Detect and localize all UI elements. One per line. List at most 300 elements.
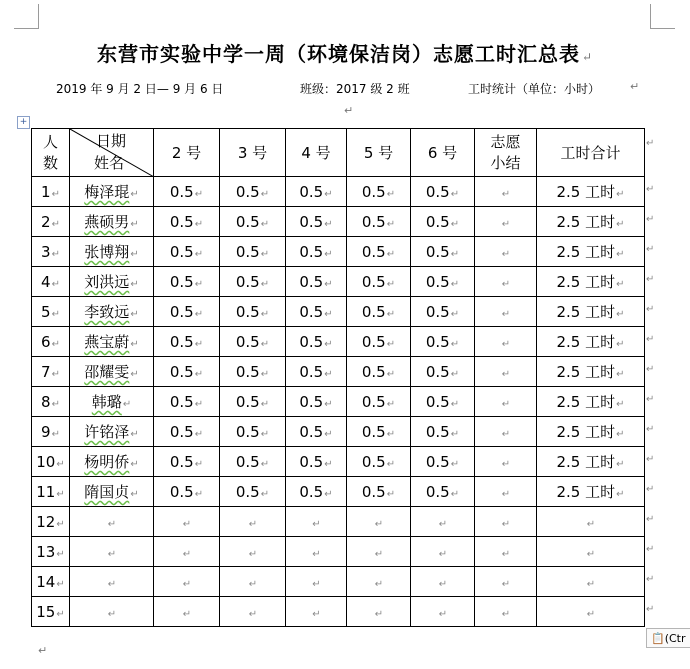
hours-cell[interactable] — [220, 537, 286, 567]
name-cell[interactable] — [70, 567, 154, 597]
total-cell[interactable] — [537, 297, 645, 327]
row-number: 10 — [36, 452, 56, 471]
hours-cell[interactable] — [411, 597, 475, 627]
total-cell[interactable] — [537, 357, 645, 387]
summary-cell[interactable] — [475, 357, 537, 387]
name-cell[interactable] — [70, 207, 154, 237]
row-number: 3 — [41, 242, 51, 261]
total-value: 2.5 工时 — [556, 363, 616, 381]
cell-end-mark-icon: ↵ — [501, 368, 511, 380]
total-cell[interactable] — [537, 597, 645, 627]
row-number-cell[interactable] — [32, 327, 70, 357]
total-cell[interactable] — [537, 237, 645, 267]
cell-end-mark-icon: ↵ — [260, 218, 270, 230]
hours-cell[interactable] — [347, 387, 411, 417]
hours-value: 0.5 — [235, 452, 260, 471]
cell-end-mark-icon: ↵ — [374, 578, 384, 590]
table-row — [32, 507, 645, 537]
hours-cell[interactable] — [154, 267, 220, 297]
cell-end-mark-icon: ↵ — [324, 278, 333, 290]
total-cell[interactable] — [537, 177, 645, 207]
row-number-cell[interactable] — [32, 597, 70, 627]
hours-cell[interactable] — [154, 237, 220, 267]
total-value: 2.5 工时 — [556, 423, 616, 441]
hours-cell[interactable] — [347, 327, 411, 357]
hours-cell[interactable] — [286, 177, 347, 207]
hours-cell[interactable] — [411, 237, 475, 267]
name-cell[interactable] — [70, 297, 154, 327]
name-cell[interactable] — [70, 387, 154, 417]
header-day-3[interactable] — [220, 129, 286, 177]
row-end-mark-icon: ↵ — [646, 364, 655, 375]
hours-cell[interactable] — [411, 567, 475, 597]
hours-value: 0.5 — [299, 452, 324, 471]
hours-cell[interactable] — [220, 207, 286, 237]
row-number-cell[interactable] — [32, 387, 70, 417]
total-cell[interactable] — [537, 327, 645, 357]
cell-end-mark-icon: ↵ — [501, 278, 511, 290]
row-number-cell[interactable] — [32, 417, 70, 447]
cell-end-mark-icon: ↵ — [51, 248, 60, 260]
hours-value: 0.5 — [425, 242, 450, 261]
name-cell[interactable] — [70, 507, 154, 537]
row-number: 1 — [41, 182, 51, 201]
cell-end-mark-icon: ↵ — [438, 518, 448, 530]
hours-cell[interactable] — [220, 417, 286, 447]
hours-cell[interactable] — [220, 567, 286, 597]
total-cell[interactable] — [537, 417, 645, 447]
row-end-mark-icon: ↵ — [646, 304, 655, 315]
cell-end-mark-icon: ↵ — [260, 488, 270, 500]
cell-end-mark-icon: ↵ — [130, 369, 139, 380]
cell-end-mark-icon: ↵ — [386, 248, 396, 260]
cell-end-mark-icon: ↵ — [122, 399, 132, 410]
hours-cell[interactable] — [286, 207, 347, 237]
hours-cell[interactable] — [286, 327, 347, 357]
header-day-5[interactable] — [347, 129, 411, 177]
name-cell[interactable] — [70, 597, 154, 627]
summary-cell[interactable] — [475, 327, 537, 357]
row-end-mark-icon: ↵ — [646, 214, 655, 225]
cell-end-mark-icon: ↵ — [260, 248, 270, 260]
cell-end-mark-icon: ↵ — [260, 278, 270, 290]
hours-cell[interactable] — [286, 447, 347, 477]
row-number-cell[interactable] — [32, 207, 70, 237]
hours-value: 0.5 — [235, 362, 260, 381]
name-cell[interactable] — [70, 327, 154, 357]
table-row — [32, 357, 645, 387]
hours-cell[interactable] — [154, 327, 220, 357]
header-day-label: 5 号 — [363, 144, 394, 162]
cell-end-mark-icon: ↵ — [324, 308, 333, 320]
row-number: 12 — [36, 512, 56, 531]
row-number-cell[interactable] — [32, 447, 70, 477]
cell-end-mark-icon: ↵ — [324, 338, 333, 350]
hours-cell[interactable] — [411, 477, 475, 507]
hours-cell[interactable] — [220, 597, 286, 627]
row-end-mark-icon: ↵ — [646, 138, 655, 149]
row-number-cell[interactable] — [32, 177, 70, 207]
hours-cell[interactable] — [286, 597, 347, 627]
hours-cell[interactable] — [154, 507, 220, 537]
hours-cell[interactable] — [220, 477, 286, 507]
cell-end-mark-icon: ↵ — [260, 428, 270, 440]
cell-end-mark-icon: ↵ — [260, 338, 270, 350]
hours-cell[interactable] — [347, 597, 411, 627]
hours-cell[interactable] — [347, 207, 411, 237]
hours-cell[interactable] — [154, 567, 220, 597]
hours-cell[interactable] — [220, 387, 286, 417]
cell-end-mark-icon: ↵ — [194, 308, 204, 320]
hours-value: 0.5 — [299, 302, 324, 321]
summary-cell[interactable] — [475, 597, 537, 627]
hours-cell[interactable] — [411, 327, 475, 357]
hours-cell[interactable] — [411, 177, 475, 207]
hours-cell[interactable] — [220, 237, 286, 267]
cell-end-mark-icon: ↵ — [182, 608, 192, 620]
hours-cell[interactable] — [286, 357, 347, 387]
header-day-6[interactable] — [411, 129, 475, 177]
cell-end-mark-icon: ↵ — [56, 488, 65, 500]
date-range: 2019 年 9 月 2 日— 9 月 6 日 — [56, 82, 224, 96]
table-row — [32, 447, 645, 477]
summary-cell[interactable] — [475, 267, 537, 297]
hours-value: 0.5 — [361, 422, 386, 441]
hours-cell[interactable] — [347, 477, 411, 507]
cell-end-mark-icon: ↵ — [616, 309, 625, 320]
summary-cell[interactable] — [475, 447, 537, 477]
name-cell[interactable] — [70, 447, 154, 477]
total-cell[interactable] — [537, 387, 645, 417]
name-cell[interactable] — [70, 537, 154, 567]
header-summary[interactable] — [475, 129, 537, 177]
cell-end-mark-icon: ↵ — [130, 219, 139, 230]
hours-cell[interactable] — [220, 447, 286, 477]
cell-end-mark-icon: ↵ — [260, 398, 270, 410]
paste-options-button[interactable] — [646, 628, 690, 648]
cell-end-mark-icon: ↵ — [51, 368, 60, 380]
hours-cell[interactable] — [411, 507, 475, 537]
hours-value: 0.5 — [235, 212, 260, 231]
cell-end-mark-icon: ↵ — [194, 398, 204, 410]
hours-cell[interactable] — [347, 417, 411, 447]
hours-cell[interactable] — [154, 387, 220, 417]
hours-cell[interactable] — [220, 267, 286, 297]
hours-cell[interactable] — [286, 297, 347, 327]
row-end-mark-icon: ↵ — [646, 274, 655, 285]
hours-table — [31, 128, 645, 627]
cell-end-mark-icon: ↵ — [194, 278, 204, 290]
hours-value: 0.5 — [299, 422, 324, 441]
header-day-label: 3 号 — [237, 144, 268, 162]
subtitle-line[interactable] — [56, 80, 636, 98]
name-cell[interactable] — [70, 417, 154, 447]
hours-cell[interactable] — [286, 537, 347, 567]
row-number: 15 — [36, 602, 56, 621]
hours-cell[interactable] — [411, 537, 475, 567]
hours-cell[interactable] — [154, 417, 220, 447]
hours-cell[interactable] — [411, 387, 475, 417]
total-value: 2.5 工时 — [556, 273, 616, 291]
summary-cell[interactable] — [475, 177, 537, 207]
name-cell[interactable] — [70, 267, 154, 297]
hours-cell[interactable] — [411, 357, 475, 387]
cell-end-mark-icon: ↵ — [51, 338, 60, 350]
header-day-label: 2 号 — [171, 144, 202, 162]
hours-cell[interactable] — [411, 297, 475, 327]
cell-end-mark-icon: ↵ — [438, 578, 448, 590]
cell-end-mark-icon: ↵ — [386, 338, 396, 350]
hours-cell[interactable] — [154, 297, 220, 327]
cell-end-mark-icon: ↵ — [616, 459, 625, 470]
cell-end-mark-icon: ↵ — [501, 578, 511, 590]
header-day-2[interactable] — [154, 129, 220, 177]
cell-end-mark-icon: ↵ — [51, 398, 60, 410]
cell-end-mark-icon: ↵ — [501, 458, 511, 470]
cell-end-mark-icon: ↵ — [586, 548, 596, 560]
cell-end-mark-icon: ↵ — [130, 429, 139, 440]
header-count-label: 人数 — [42, 132, 58, 172]
name-cell[interactable] — [70, 177, 154, 207]
total-value: 2.5 工时 — [556, 393, 616, 411]
hours-value: 0.5 — [235, 272, 260, 291]
student-name: 燕宝蔚 — [84, 333, 130, 351]
row-number-cell[interactable] — [32, 267, 70, 297]
title-text: 东营市实验中学一周（环境保洁岗）志愿工时汇总表 — [96, 42, 580, 66]
hours-cell[interactable] — [347, 267, 411, 297]
hours-value: 0.5 — [169, 302, 194, 321]
cell-end-mark-icon: ↵ — [501, 518, 511, 530]
cell-end-mark-icon: ↵ — [51, 188, 60, 200]
hours-value: 0.5 — [235, 242, 260, 261]
total-cell[interactable] — [537, 447, 645, 477]
hours-cell[interactable] — [286, 237, 347, 267]
hours-cell[interactable] — [220, 357, 286, 387]
cell-end-mark-icon: ↵ — [616, 249, 625, 260]
hours-value: 0.5 — [361, 182, 386, 201]
cell-end-mark-icon: ↵ — [260, 308, 270, 320]
hours-cell[interactable] — [411, 267, 475, 297]
cell-end-mark-icon: ↵ — [616, 489, 625, 500]
cell-end-mark-icon: ↵ — [450, 488, 460, 500]
summary-cell[interactable] — [475, 417, 537, 447]
cell-end-mark-icon: ↵ — [374, 608, 384, 620]
page-corner-mark-top-left — [14, 4, 39, 29]
cell-end-mark-icon: ↵ — [501, 248, 511, 260]
cell-end-mark-icon: ↵ — [386, 398, 396, 410]
row-number-cell[interactable] — [32, 567, 70, 597]
table-move-handle-icon[interactable]: + — [17, 116, 30, 129]
header-count-cell[interactable] — [32, 129, 70, 177]
summary-cell[interactable] — [475, 207, 537, 237]
hours-cell[interactable] — [154, 177, 220, 207]
total-value: 2.5 工时 — [556, 243, 616, 261]
hours-cell[interactable] — [347, 567, 411, 597]
summary-cell[interactable] — [475, 237, 537, 267]
hours-cell[interactable] — [347, 507, 411, 537]
cell-end-mark-icon: ↵ — [386, 308, 396, 320]
hours-value: 0.5 — [235, 302, 260, 321]
hours-cell[interactable] — [154, 537, 220, 567]
hours-value: 0.5 — [425, 302, 450, 321]
row-end-mark-icon: ↵ — [646, 514, 655, 525]
hours-cell[interactable] — [411, 207, 475, 237]
hours-value: 0.5 — [299, 482, 324, 501]
row-number-cell[interactable] — [32, 357, 70, 387]
summary-cell[interactable] — [475, 297, 537, 327]
row-number-cell[interactable] — [32, 507, 70, 537]
cell-end-mark-icon: ↵ — [130, 309, 139, 320]
hours-cell[interactable] — [286, 477, 347, 507]
table-row — [32, 477, 645, 507]
hours-value: 0.5 — [169, 452, 194, 471]
paragraph-mark-icon: ↵ — [581, 50, 594, 64]
cell-end-mark-icon: ↵ — [450, 218, 460, 230]
row-number: 2 — [41, 212, 51, 231]
header-day-4[interactable] — [286, 129, 347, 177]
cell-end-mark-icon: ↵ — [501, 188, 511, 200]
cell-end-mark-icon: ↵ — [501, 548, 511, 560]
unit-info: 工时统计（单位：小时） — [468, 82, 601, 96]
table-row — [32, 207, 645, 237]
cell-end-mark-icon: ↵ — [130, 249, 139, 260]
cell-end-mark-icon: ↵ — [51, 278, 60, 290]
cell-end-mark-icon: ↵ — [374, 518, 384, 530]
total-cell[interactable] — [537, 267, 645, 297]
hours-cell[interactable] — [347, 357, 411, 387]
hours-value: 0.5 — [425, 482, 450, 501]
total-cell[interactable] — [537, 507, 645, 537]
cell-end-mark-icon: ↵ — [501, 338, 511, 350]
hours-cell[interactable] — [286, 387, 347, 417]
row-number-cell[interactable] — [32, 537, 70, 567]
header-day-label: 6 号 — [427, 144, 458, 162]
hours-value: 0.5 — [299, 212, 324, 231]
hours-cell[interactable] — [411, 417, 475, 447]
hours-value: 0.5 — [235, 182, 260, 201]
total-cell[interactable] — [537, 567, 645, 597]
summary-cell[interactable] — [475, 537, 537, 567]
hours-value: 0.5 — [299, 182, 324, 201]
row-number: 11 — [36, 482, 56, 501]
student-name: 邵耀雯 — [84, 363, 130, 381]
hours-cell[interactable] — [286, 267, 347, 297]
header-summary-label: 志愿小结 — [490, 132, 521, 172]
student-name: 韩璐 — [91, 393, 122, 411]
hours-cell[interactable] — [286, 507, 347, 537]
hours-cell[interactable] — [220, 507, 286, 537]
cell-end-mark-icon: ↵ — [616, 219, 625, 230]
cell-end-mark-icon: ↵ — [386, 428, 396, 440]
cell-end-mark-icon: ↵ — [586, 518, 596, 530]
cell-end-mark-icon: ↵ — [312, 578, 321, 590]
row-number-cell[interactable] — [32, 237, 70, 267]
name-cell[interactable] — [70, 357, 154, 387]
hours-cell[interactable] — [347, 177, 411, 207]
cell-end-mark-icon: ↵ — [616, 369, 625, 380]
hours-cell[interactable] — [220, 327, 286, 357]
cell-end-mark-icon: ↵ — [501, 428, 511, 440]
total-cell[interactable] — [537, 207, 645, 237]
name-cell[interactable] — [70, 477, 154, 507]
cell-end-mark-icon: ↵ — [56, 608, 65, 620]
cell-end-mark-icon: ↵ — [386, 278, 396, 290]
hours-cell[interactable] — [347, 237, 411, 267]
student-name: 许铭泽 — [84, 423, 130, 441]
cell-end-mark-icon: ↵ — [107, 578, 117, 590]
hours-value: 0.5 — [235, 392, 260, 411]
summary-cell[interactable] — [475, 477, 537, 507]
hours-cell[interactable] — [347, 297, 411, 327]
total-cell[interactable] — [537, 537, 645, 567]
hours-value: 0.5 — [361, 392, 386, 411]
hours-cell[interactable] — [154, 477, 220, 507]
cell-end-mark-icon: ↵ — [130, 279, 139, 290]
hours-value: 0.5 — [235, 422, 260, 441]
total-cell[interactable] — [537, 477, 645, 507]
hours-cell[interactable] — [286, 567, 347, 597]
summary-cell[interactable] — [475, 567, 537, 597]
hours-cell[interactable] — [220, 297, 286, 327]
hours-cell[interactable] — [154, 357, 220, 387]
header-total[interactable] — [537, 129, 645, 177]
cell-end-mark-icon: ↵ — [616, 279, 625, 290]
hours-cell[interactable] — [154, 447, 220, 477]
hours-cell[interactable] — [154, 207, 220, 237]
hours-cell[interactable] — [347, 447, 411, 477]
name-cell[interactable] — [70, 237, 154, 267]
row-number: 6 — [41, 332, 51, 351]
cell-end-mark-icon: ↵ — [248, 518, 258, 530]
row-end-mark-icon: ↵ — [646, 184, 655, 195]
hours-cell[interactable] — [286, 417, 347, 447]
hours-value: 0.5 — [361, 362, 386, 381]
table-row — [32, 417, 645, 447]
cell-end-mark-icon: ↵ — [450, 308, 460, 320]
hours-cell[interactable] — [347, 537, 411, 567]
cell-end-mark-icon: ↵ — [586, 608, 596, 620]
hours-value: 0.5 — [299, 242, 324, 261]
cell-end-mark-icon: ↵ — [130, 459, 139, 470]
cell-end-mark-icon: ↵ — [182, 548, 192, 560]
header-date-name-cell[interactable] — [70, 129, 154, 177]
cell-end-mark-icon: ↵ — [56, 518, 65, 530]
total-value: 2.5 工时 — [556, 183, 616, 201]
summary-cell[interactable] — [475, 387, 537, 417]
row-number-cell[interactable] — [32, 477, 70, 507]
row-number-cell[interactable] — [32, 297, 70, 327]
cell-end-mark-icon: ↵ — [324, 428, 333, 440]
table-row — [32, 597, 645, 627]
hours-cell[interactable] — [411, 447, 475, 477]
hours-value: 0.5 — [425, 392, 450, 411]
cell-end-mark-icon: ↵ — [616, 429, 625, 440]
cell-end-mark-icon: ↵ — [260, 368, 270, 380]
document-title[interactable] — [0, 38, 690, 67]
student-name: 燕硕男 — [84, 213, 130, 231]
cell-end-mark-icon: ↵ — [386, 218, 396, 230]
table-row — [32, 177, 645, 207]
table-row — [32, 297, 645, 327]
hours-value: 0.5 — [425, 422, 450, 441]
hours-value: 0.5 — [299, 392, 324, 411]
hours-cell[interactable] — [154, 597, 220, 627]
summary-cell[interactable] — [475, 507, 537, 537]
hours-cell[interactable] — [220, 177, 286, 207]
hours-value: 0.5 — [169, 212, 194, 231]
cell-end-mark-icon: ↵ — [248, 608, 258, 620]
hours-value: 0.5 — [169, 182, 194, 201]
